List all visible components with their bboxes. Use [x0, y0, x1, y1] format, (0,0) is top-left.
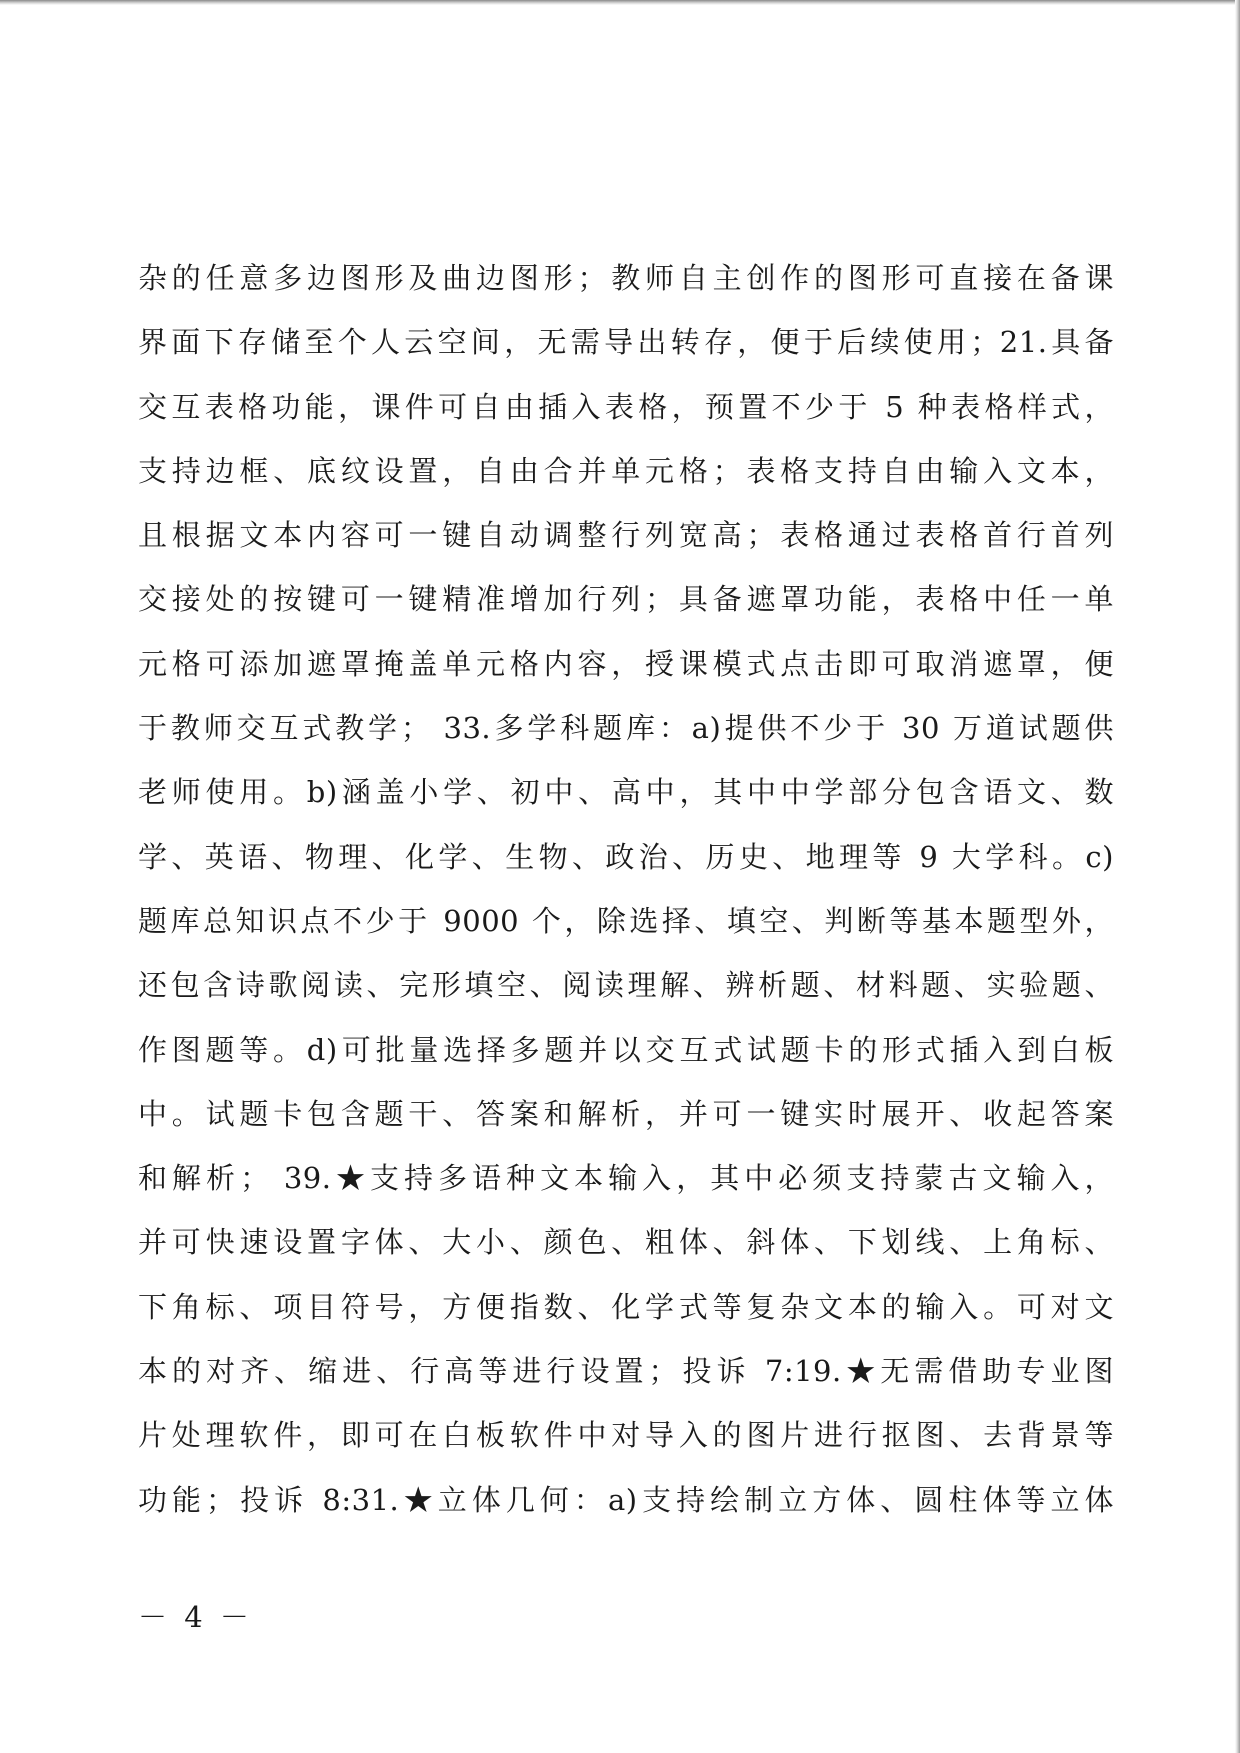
text-line: 老师使用。b)涵盖小学、初中、高中，其中中学部分包含语文、数 [138, 775, 1114, 810]
text-line: 片处理软件，即可在白板软件中对导入的图片进行抠图、去背景等 [138, 1418, 1114, 1453]
body-text [138, 246, 1114, 1532]
scan-edge-right [1235, 0, 1240, 1753]
text-line: 界面下存储至个人云空间，无需导出转存，便于后续使用；21.具备 [138, 325, 1114, 360]
text-line: 且根据文本内容可一键自动调整行列宽高；表格通过表格首行首列 [138, 518, 1114, 553]
text-line: 元格可添加遮罩掩盖单元格内容，授课模式点击即可取消遮罩，便 [138, 646, 1114, 681]
text-line: 交互表格功能，课件可自由插入表格，预置不少于 5 种表格样式， [138, 389, 1114, 424]
text-line: 学、英语、物理、化学、生物、政治、历史、地理等 9 大学科。c) [138, 839, 1114, 874]
text-line: 并可快速设置字体、大小、颜色、粗体、斜体、下划线、上角标、 [138, 1225, 1114, 1260]
page-number: － 4 － [138, 1600, 253, 1634]
text-line: 杂的任意多边图形及曲边图形；教师自主创作的图形可直接在备课 [138, 261, 1114, 295]
text-line: 题库总知识点不少于 9000 个，除选择、填空、判断等基本题型外， [138, 903, 1114, 938]
text-line: 交接处的按键可一键精准增加行列；具备遮罩功能，表格中任一单 [138, 582, 1114, 617]
text-line: 中。试题卡包含题干、答案和解析，并可一键实时展开、收起答案 [138, 1096, 1114, 1131]
scan-edge-top [0, 0, 1240, 5]
text-line: 还包含诗歌阅读、完形填空、阅读理解、辨析题、材料题、实验题、 [138, 968, 1114, 1003]
text-line: 支持边框、底纹设置，自由合并单元格；表格支持自由输入文本， [138, 453, 1114, 488]
text-line: 功能；投诉 8:31.★立体几何：a)支持绘制立方体、圆柱体等立体 [138, 1482, 1114, 1517]
text-line: 本的对齐、缩进、行高等进行设置；投诉 7:19.★无需借助专业图 [138, 1354, 1114, 1389]
text-line: 和解析； 39.★支持多语种文本输入，其中必须支持蒙古文输入， [138, 1161, 1114, 1196]
text-line: 下角标、项目符号，方便指数、化学式等复杂文本的输入。可对文 [138, 1289, 1114, 1324]
text-line: 作图题等。d)可批量选择多题并以交互式试题卡的形式插入到白板 [138, 1032, 1114, 1067]
text-line: 于教师交互式教学； 33.多学科题库：a)提供不少于 30 万道试题供 [138, 711, 1114, 746]
